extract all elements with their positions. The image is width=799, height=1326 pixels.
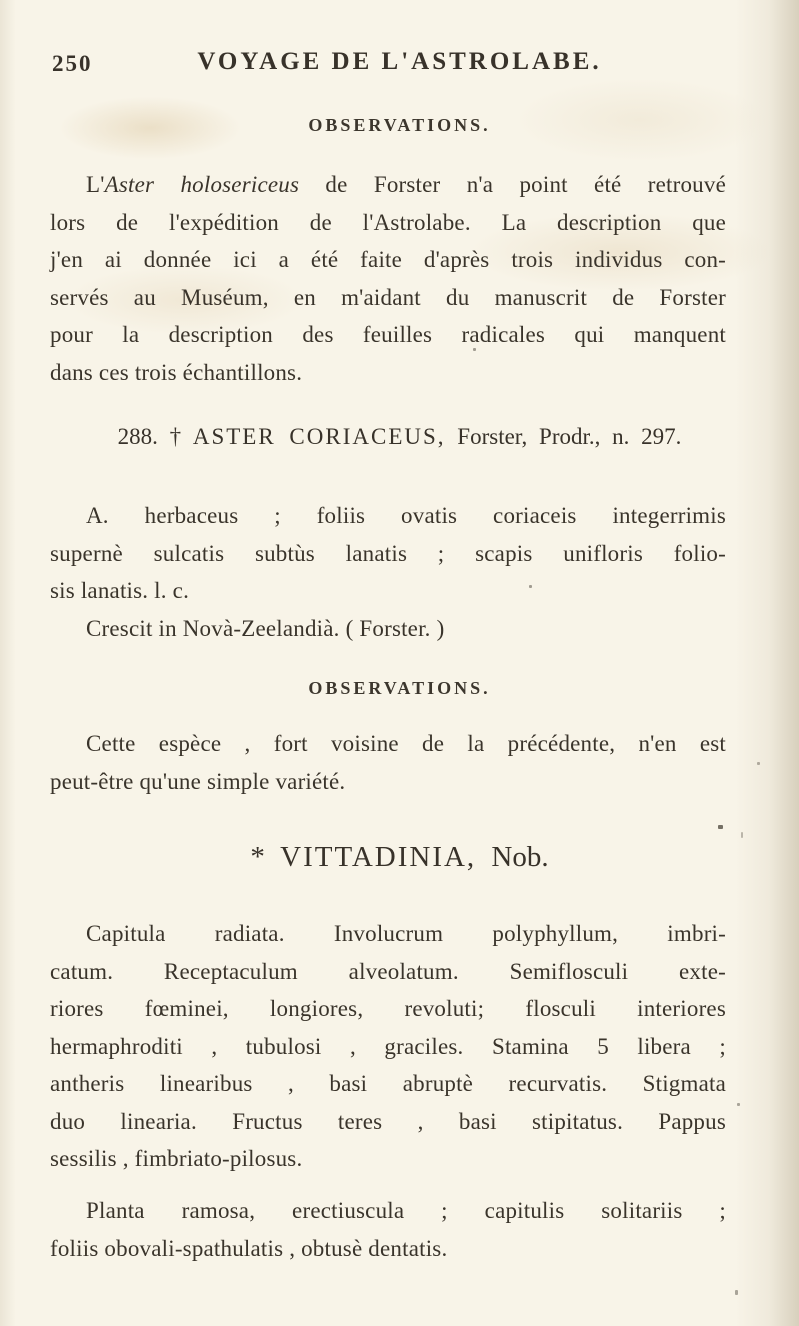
dagger-icon: † <box>169 424 182 449</box>
text-line: peut-être qu'une simple variété. <box>50 768 346 794</box>
ink-speck <box>741 832 743 838</box>
ink-speck <box>735 1290 738 1295</box>
ink-speck <box>757 762 760 765</box>
text-line: duo linearia. Fructus teres , basi stipitatus. Pappus <box>50 1108 726 1134</box>
text-line: sis lanatis. l. c. <box>50 578 190 603</box>
page-number: 250 <box>52 51 93 76</box>
text-line: sessilis , fimbriato-pilosus. <box>50 1146 303 1171</box>
observations-1-paragraph <box>50 166 726 391</box>
text-line: Planta ramosa, erectiuscula ; capitulis solitariis ; <box>86 1198 726 1223</box>
text-line: j'en ai donnée ici a été faite d'après trois individus con- <box>50 247 726 272</box>
text-line: A. herbaceus ; foliis ovatis coriaceis integerrimis <box>86 503 726 528</box>
text-line: supernè sulcatis subtùs lanatis ; scapis unifloris folio- <box>50 540 726 566</box>
ink-speck <box>529 585 532 588</box>
genus-author: Nob. <box>491 841 549 873</box>
habitat-paragraph <box>50 610 726 648</box>
ink-speck <box>737 1103 740 1106</box>
species-number: 288. <box>117 424 158 449</box>
italic-species-name: Aster holosericeus <box>104 172 300 197</box>
text-line: Capitula radiata. Involucrum polyphyllum, imbri- <box>86 921 726 946</box>
species-name: ASTER CORIACEUS, <box>192 424 446 449</box>
genus-name: VITTADINIA, <box>280 841 477 873</box>
text-line: servés au Muséum, en m'aidant du manuscrit de Forster <box>50 284 726 310</box>
text-line <box>50 166 726 204</box>
text-line: antheris linearibus , basi abruptè recurvatis. Stigmata <box>50 1071 726 1096</box>
species-reference: Forster, Prodr., n. 297. <box>457 424 682 449</box>
text-line: hermaphroditi , tubulosi , graciles. Stamina 5 libera ; <box>50 1033 726 1059</box>
text-line: Cette espèce , fort voisine de la précédente, n'en est <box>86 731 726 756</box>
observations-heading-1: OBSERVATIONS. <box>308 115 491 135</box>
ink-speck <box>473 348 476 351</box>
asterisk-icon: * <box>250 841 265 873</box>
text-segment: L' <box>86 172 105 197</box>
text-line: foliis obovali-spathulatis , obtusè dentatis. <box>50 1235 448 1261</box>
page-header <box>50 48 749 82</box>
species-diagnosis-paragraph <box>50 497 726 610</box>
text-line: riores fœminei, longiores, revoluti; flosculi interiores <box>50 996 726 1021</box>
genus-description-paragraph <box>50 915 726 1178</box>
genus-habit-paragraph <box>50 1192 726 1267</box>
text-line: catum. Receptaculum alveolatum. Semiflosculi exte- <box>50 958 726 984</box>
genus-heading <box>0 841 799 874</box>
species-heading <box>0 424 799 450</box>
text-line: dans ces trois échantillons. <box>50 359 303 385</box>
text-segment: de Forster n'a point été retrouvé <box>299 172 726 197</box>
text-line: lors de l'expédition de l'Astrolabe. La description que <box>50 209 726 235</box>
text-line: pour la description des feuilles radicales qui manquent <box>50 322 726 347</box>
observations-heading-2: OBSERVATIONS. <box>308 678 491 698</box>
ink-speck <box>718 825 723 829</box>
text-line: Crescit in Novà-Zeelandià. ( Forster. ) <box>86 616 445 641</box>
running-title: VOYAGE DE L'ASTROLABE. <box>197 48 602 75</box>
observations-2-paragraph <box>50 725 726 800</box>
